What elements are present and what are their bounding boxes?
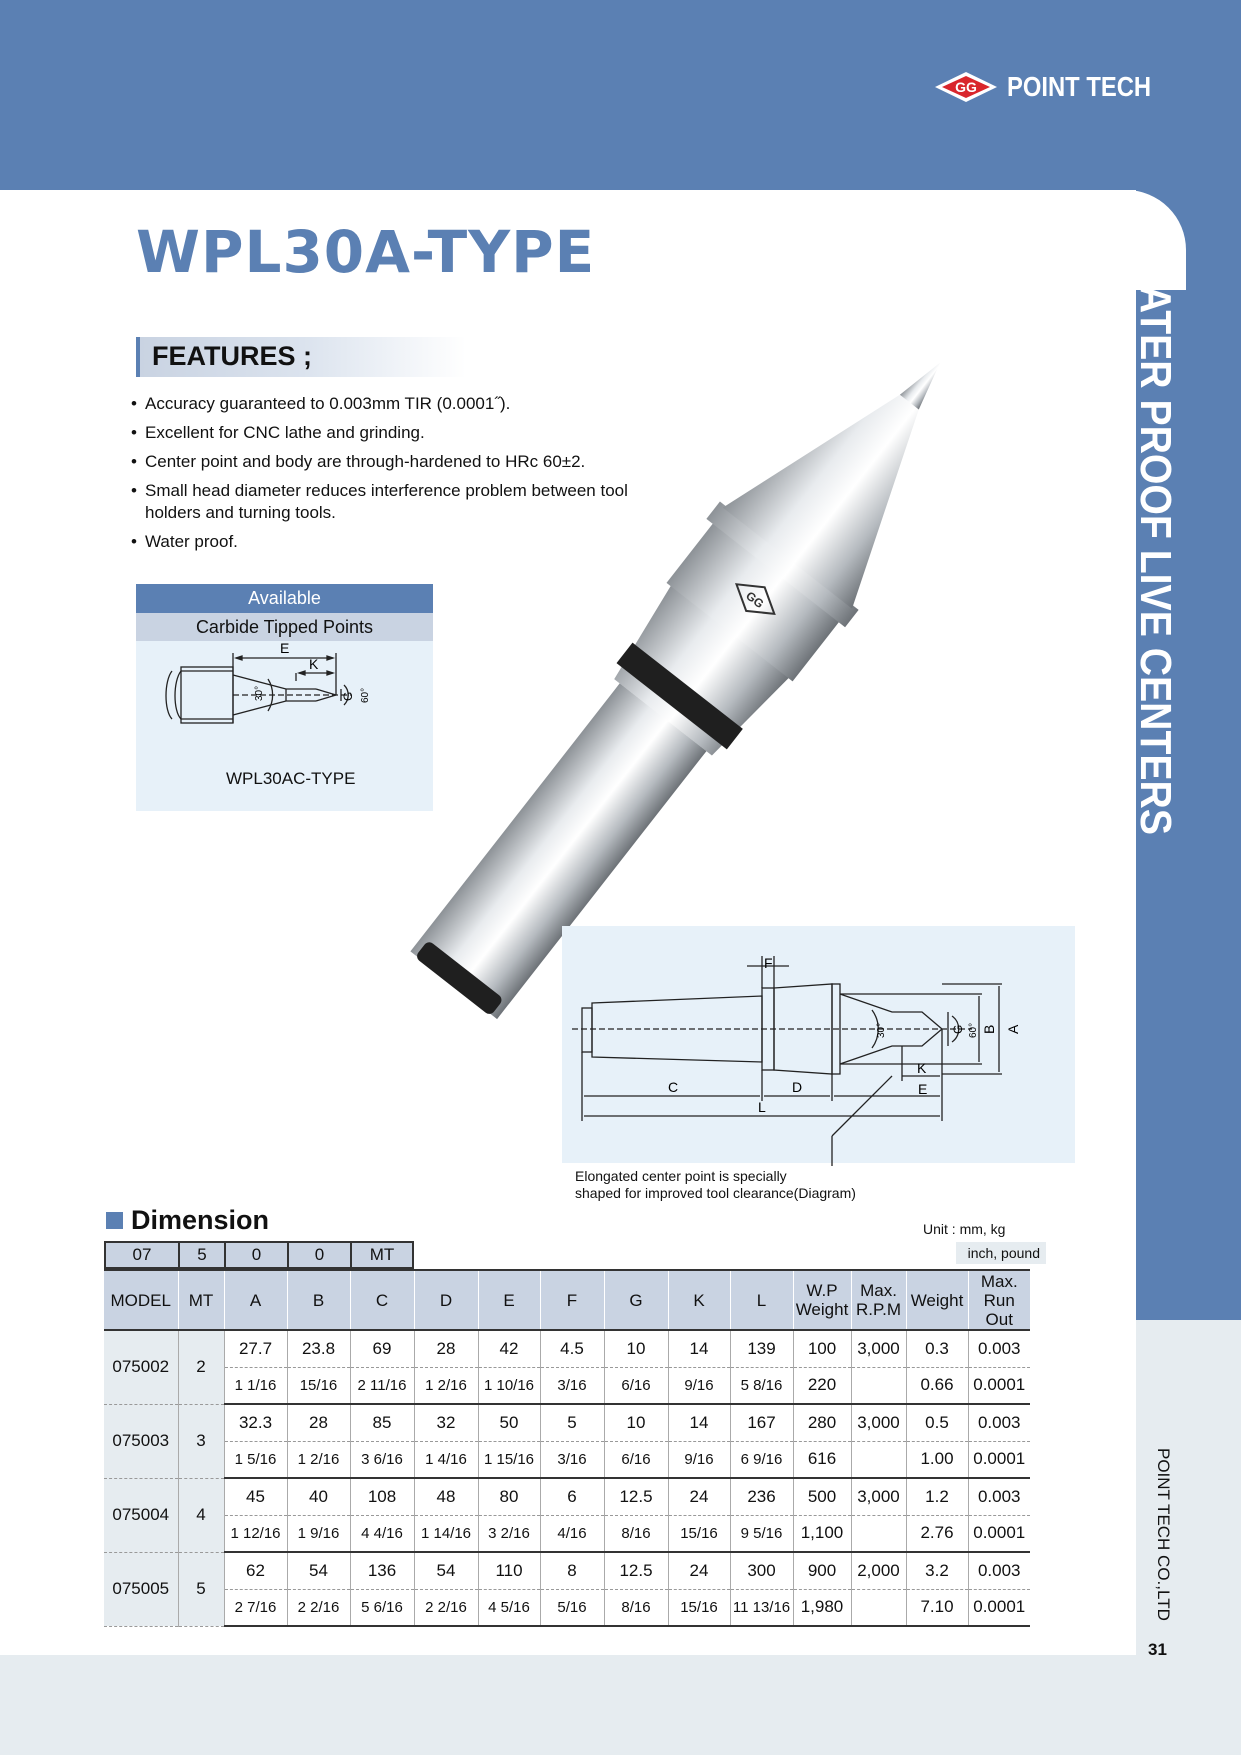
column-header: D bbox=[414, 1270, 478, 1330]
column-header: K bbox=[668, 1270, 730, 1330]
feature-item: • Small head diameter reduces interference problem between tool holders and turning tools. bbox=[131, 480, 651, 524]
brand-logo-text: GG bbox=[955, 79, 978, 95]
inch-value-cell: 5 6/16 bbox=[350, 1589, 414, 1626]
inch-value-cell: 616 bbox=[793, 1441, 851, 1478]
metric-value-cell: 167 bbox=[730, 1404, 793, 1441]
inch-value-cell: 11 13/16 bbox=[730, 1589, 793, 1626]
company-name-svg bbox=[1154, 1448, 1200, 1638]
model-cell: 075003 bbox=[104, 1404, 178, 1478]
inch-value-cell: 2 7/16 bbox=[224, 1589, 287, 1626]
mt-cell: 5 bbox=[178, 1552, 224, 1626]
inch-value-cell: 5 8/16 bbox=[730, 1367, 793, 1404]
table-row-metric bbox=[104, 1552, 1030, 1589]
dimension-table-body bbox=[104, 1330, 1030, 1626]
inch-value-cell: 15/16 bbox=[287, 1367, 350, 1404]
mt-cell: 2 bbox=[178, 1330, 224, 1404]
metric-value-cell: 3,000 bbox=[851, 1478, 906, 1515]
dimension-drawing bbox=[562, 926, 1075, 1163]
inch-value-cell: 2 2/16 bbox=[414, 1589, 478, 1626]
inch-value-cell: 15/16 bbox=[668, 1515, 730, 1552]
inch-value-cell: 1 9/16 bbox=[287, 1515, 350, 1552]
metric-value-cell: 139 bbox=[730, 1330, 793, 1367]
company-name-text: POINT TECH CO.,LTD bbox=[1154, 1448, 1173, 1621]
inch-value-cell: 1 2/16 bbox=[414, 1367, 478, 1404]
metric-value-cell: 1.2 bbox=[906, 1478, 968, 1515]
metric-value-cell: 136 bbox=[350, 1552, 414, 1589]
dimension-heading bbox=[106, 1205, 269, 1236]
unit-metric: Unit : mm, kg bbox=[923, 1221, 1006, 1237]
square-bullet-icon bbox=[106, 1212, 123, 1229]
metric-value-cell: 24 bbox=[668, 1478, 730, 1515]
table-row-inch bbox=[104, 1367, 1030, 1404]
side-title-text: WATER PROOF LIVE CENTERS bbox=[1130, 250, 1180, 907]
inch-value-cell: 3 2/16 bbox=[478, 1515, 540, 1552]
metric-value-cell: 0.003 bbox=[968, 1404, 1030, 1441]
metric-value-cell: 23.8 bbox=[287, 1330, 350, 1367]
metric-value-cell: 2,000 bbox=[851, 1552, 906, 1589]
carbide-label: Carbide Tipped Points bbox=[136, 613, 433, 641]
inch-value-cell: 3 6/16 bbox=[350, 1441, 414, 1478]
carbide-60-label: 60° bbox=[360, 687, 371, 703]
brand-name: POINT TECH bbox=[1007, 71, 1152, 102]
page-title: WPL30A-TYPE bbox=[136, 218, 596, 286]
metric-value-cell: 69 bbox=[350, 1330, 414, 1367]
model-cell: 075004 bbox=[104, 1478, 178, 1552]
metric-value-cell: 0.003 bbox=[968, 1330, 1030, 1367]
inch-value-cell: 1 12/16 bbox=[224, 1515, 287, 1552]
column-header: Max. R.P.M bbox=[851, 1270, 906, 1330]
metric-value-cell: 5 bbox=[540, 1404, 604, 1441]
column-header: L bbox=[730, 1270, 793, 1330]
inch-value-cell: 8/16 bbox=[604, 1589, 668, 1626]
column-header: C bbox=[350, 1270, 414, 1330]
metric-value-cell: 28 bbox=[414, 1330, 478, 1367]
dimension-heading-text: Dimension bbox=[131, 1205, 270, 1235]
carbide-g-label: G bbox=[341, 691, 355, 701]
column-header: F bbox=[540, 1270, 604, 1330]
inch-value-cell: 1 5/16 bbox=[224, 1441, 287, 1478]
metric-value-cell: 100 bbox=[793, 1330, 851, 1367]
feature-item: • Accuracy guaranteed to 0.003mm TIR (0.0001˝). bbox=[131, 393, 651, 415]
diagram-note bbox=[575, 1168, 856, 1202]
dim-e-label: E bbox=[918, 1081, 928, 1097]
inch-value-cell bbox=[851, 1515, 906, 1552]
table-row-metric bbox=[104, 1330, 1030, 1367]
dim-k-label: K bbox=[917, 1060, 927, 1076]
diagram-note-line1: Elongated center point is specially bbox=[575, 1168, 787, 1184]
metric-value-cell: 50 bbox=[478, 1404, 540, 1441]
inch-value-cell: 1 2/16 bbox=[287, 1441, 350, 1478]
metric-value-cell: 0.003 bbox=[968, 1552, 1030, 1589]
model-cell: 075005 bbox=[104, 1552, 178, 1626]
metric-value-cell: 0.3 bbox=[906, 1330, 968, 1367]
metric-value-cell: 6 bbox=[540, 1478, 604, 1515]
table-row-metric bbox=[104, 1478, 1030, 1515]
model-code-cell: MT bbox=[350, 1241, 414, 1269]
metric-value-cell: 110 bbox=[478, 1552, 540, 1589]
inch-value-cell: 1,980 bbox=[793, 1589, 851, 1626]
column-header: B bbox=[287, 1270, 350, 1330]
mt-cell: 3 bbox=[178, 1404, 224, 1478]
inch-value-cell: 15/16 bbox=[668, 1589, 730, 1626]
inch-value-cell: 4 4/16 bbox=[350, 1515, 414, 1552]
column-header: E bbox=[478, 1270, 540, 1330]
metric-value-cell: 45 bbox=[224, 1478, 287, 1515]
inch-value-cell: 7.10 bbox=[906, 1589, 968, 1626]
page-number: 31 bbox=[1148, 1640, 1167, 1659]
metric-value-cell: 900 bbox=[793, 1552, 851, 1589]
model-code-cell: 0 bbox=[287, 1241, 350, 1269]
metric-value-cell: 27.7 bbox=[224, 1330, 287, 1367]
metric-value-cell: 0.5 bbox=[906, 1404, 968, 1441]
metric-value-cell: 24 bbox=[668, 1552, 730, 1589]
dim-c-label: C bbox=[668, 1079, 679, 1095]
metric-value-cell: 12.5 bbox=[604, 1552, 668, 1589]
product-logo-text: GG bbox=[743, 588, 767, 612]
model-cell: 075002 bbox=[104, 1330, 178, 1404]
side-title bbox=[1130, 250, 1232, 907]
metric-value-cell: 0.003 bbox=[968, 1478, 1030, 1515]
metric-value-cell: 14 bbox=[668, 1404, 730, 1441]
inch-value-cell: 1 1/16 bbox=[224, 1367, 287, 1404]
inch-value-cell: 5/16 bbox=[540, 1589, 604, 1626]
metric-value-cell: 4.5 bbox=[540, 1330, 604, 1367]
model-code-cell: 07 bbox=[104, 1241, 178, 1269]
inch-value-cell: 9/16 bbox=[668, 1367, 730, 1404]
dim-a-label: A bbox=[1005, 1024, 1021, 1034]
column-header: G bbox=[604, 1270, 668, 1330]
metric-value-cell: 14 bbox=[668, 1330, 730, 1367]
inch-value-cell: 0.66 bbox=[906, 1367, 968, 1404]
footer-band bbox=[0, 1655, 1241, 1755]
dim-f-label: F bbox=[764, 955, 773, 971]
inch-value-cell: 1 14/16 bbox=[414, 1515, 478, 1552]
metric-value-cell: 3,000 bbox=[851, 1330, 906, 1367]
inch-value-cell: 4/16 bbox=[540, 1515, 604, 1552]
metric-value-cell: 500 bbox=[793, 1478, 851, 1515]
metric-value-cell: 40 bbox=[287, 1478, 350, 1515]
table-row-inch bbox=[104, 1441, 1030, 1478]
metric-value-cell: 54 bbox=[287, 1552, 350, 1589]
feature-item: • Center point and body are through-hardened to HRc 60±2. bbox=[131, 451, 651, 473]
dim-d-label: D bbox=[792, 1079, 803, 1095]
dim-b-label: B bbox=[981, 1024, 997, 1034]
inch-value-cell: 6/16 bbox=[604, 1441, 668, 1478]
table-row-inch bbox=[104, 1515, 1030, 1552]
inch-value-cell: 0.0001 bbox=[968, 1589, 1030, 1626]
side-title-svg bbox=[1130, 250, 1232, 907]
mt-cell: 4 bbox=[178, 1478, 224, 1552]
carbide-k-label: K bbox=[309, 656, 319, 672]
table-header-row bbox=[104, 1270, 1030, 1330]
metric-value-cell: 3,000 bbox=[851, 1404, 906, 1441]
column-header: W.P Weight bbox=[793, 1270, 851, 1330]
feature-item: • Water proof. bbox=[131, 531, 651, 553]
metric-value-cell: 300 bbox=[730, 1552, 793, 1589]
dim-g-label: G bbox=[951, 1024, 965, 1034]
inch-value-cell: 8/16 bbox=[604, 1515, 668, 1552]
inch-value-cell: 0.0001 bbox=[968, 1367, 1030, 1404]
inch-value-cell: 9 5/16 bbox=[730, 1515, 793, 1552]
column-header: A bbox=[224, 1270, 287, 1330]
inch-value-cell: 6 9/16 bbox=[730, 1441, 793, 1478]
column-header: MT bbox=[178, 1270, 224, 1330]
metric-value-cell: 32.3 bbox=[224, 1404, 287, 1441]
inch-value-cell: 1,100 bbox=[793, 1515, 851, 1552]
dimension-table bbox=[104, 1269, 1030, 1627]
metric-value-cell: 280 bbox=[793, 1404, 851, 1441]
unit-imperial: inch, pound bbox=[956, 1242, 1046, 1264]
metric-value-cell: 108 bbox=[350, 1478, 414, 1515]
inch-value-cell: 3/16 bbox=[540, 1367, 604, 1404]
metric-value-cell: 32 bbox=[414, 1404, 478, 1441]
feature-item: • Excellent for CNC lathe and grinding. bbox=[131, 422, 651, 444]
metric-value-cell: 54 bbox=[414, 1552, 478, 1589]
metric-value-cell: 48 bbox=[414, 1478, 478, 1515]
dim-60-label: 60° bbox=[968, 1022, 979, 1038]
inch-value-cell: 0.0001 bbox=[968, 1441, 1030, 1478]
column-header: MODEL bbox=[104, 1270, 178, 1330]
carbide-caption: WPL30AC-TYPE bbox=[226, 769, 356, 788]
metric-value-cell: 85 bbox=[350, 1404, 414, 1441]
diagram-note-line2: shaped for improved tool clearance(Diagram) bbox=[575, 1185, 856, 1201]
model-code-row bbox=[104, 1241, 414, 1269]
metric-value-cell: 42 bbox=[478, 1330, 540, 1367]
features-heading-text: FEATURES ; bbox=[152, 341, 312, 371]
inch-value-cell bbox=[851, 1589, 906, 1626]
metric-value-cell: 28 bbox=[287, 1404, 350, 1441]
model-code-cell: 5 bbox=[178, 1241, 224, 1269]
inch-value-cell bbox=[851, 1367, 906, 1404]
metric-value-cell: 80 bbox=[478, 1478, 540, 1515]
gg-logo-icon bbox=[933, 70, 999, 104]
metric-value-cell: 8 bbox=[540, 1552, 604, 1589]
column-header: Weight bbox=[906, 1270, 968, 1330]
metric-value-cell: 10 bbox=[604, 1330, 668, 1367]
column-header: Max. Run Out bbox=[968, 1270, 1030, 1330]
available-label: Available bbox=[136, 584, 433, 613]
inch-value-cell bbox=[851, 1441, 906, 1478]
inch-value-cell: 1.00 bbox=[906, 1441, 968, 1478]
company-name bbox=[1154, 1448, 1200, 1643]
dimension-diagram bbox=[562, 926, 1075, 1163]
dim-l-label: L bbox=[758, 1099, 766, 1115]
inch-value-cell: 9/16 bbox=[668, 1441, 730, 1478]
inch-value-cell: 2 11/16 bbox=[350, 1367, 414, 1404]
inch-value-cell: 2 2/16 bbox=[287, 1589, 350, 1626]
inch-value-cell: 1 10/16 bbox=[478, 1367, 540, 1404]
inch-value-cell: 3/16 bbox=[540, 1441, 604, 1478]
carbide-30-label: 30° bbox=[254, 685, 265, 701]
model-code-cell: 0 bbox=[224, 1241, 287, 1269]
inch-value-cell: 1 4/16 bbox=[414, 1441, 478, 1478]
metric-value-cell: 3.2 bbox=[906, 1552, 968, 1589]
brand bbox=[933, 70, 1177, 104]
table-row-inch bbox=[104, 1589, 1030, 1626]
metric-value-cell: 62 bbox=[224, 1552, 287, 1589]
inch-value-cell: 220 bbox=[793, 1367, 851, 1404]
inch-value-cell: 2.76 bbox=[906, 1515, 968, 1552]
table-row-metric bbox=[104, 1404, 1030, 1441]
inch-value-cell: 4 5/16 bbox=[478, 1589, 540, 1626]
inch-value-cell: 6/16 bbox=[604, 1367, 668, 1404]
inch-value-cell: 0.0001 bbox=[968, 1515, 1030, 1552]
carbide-e-label: E bbox=[280, 640, 290, 656]
metric-value-cell: 10 bbox=[604, 1404, 668, 1441]
metric-value-cell: 12.5 bbox=[604, 1478, 668, 1515]
metric-value-cell: 236 bbox=[730, 1478, 793, 1515]
inch-value-cell: 1 15/16 bbox=[478, 1441, 540, 1478]
dim-30-label: 30° bbox=[876, 1022, 887, 1038]
